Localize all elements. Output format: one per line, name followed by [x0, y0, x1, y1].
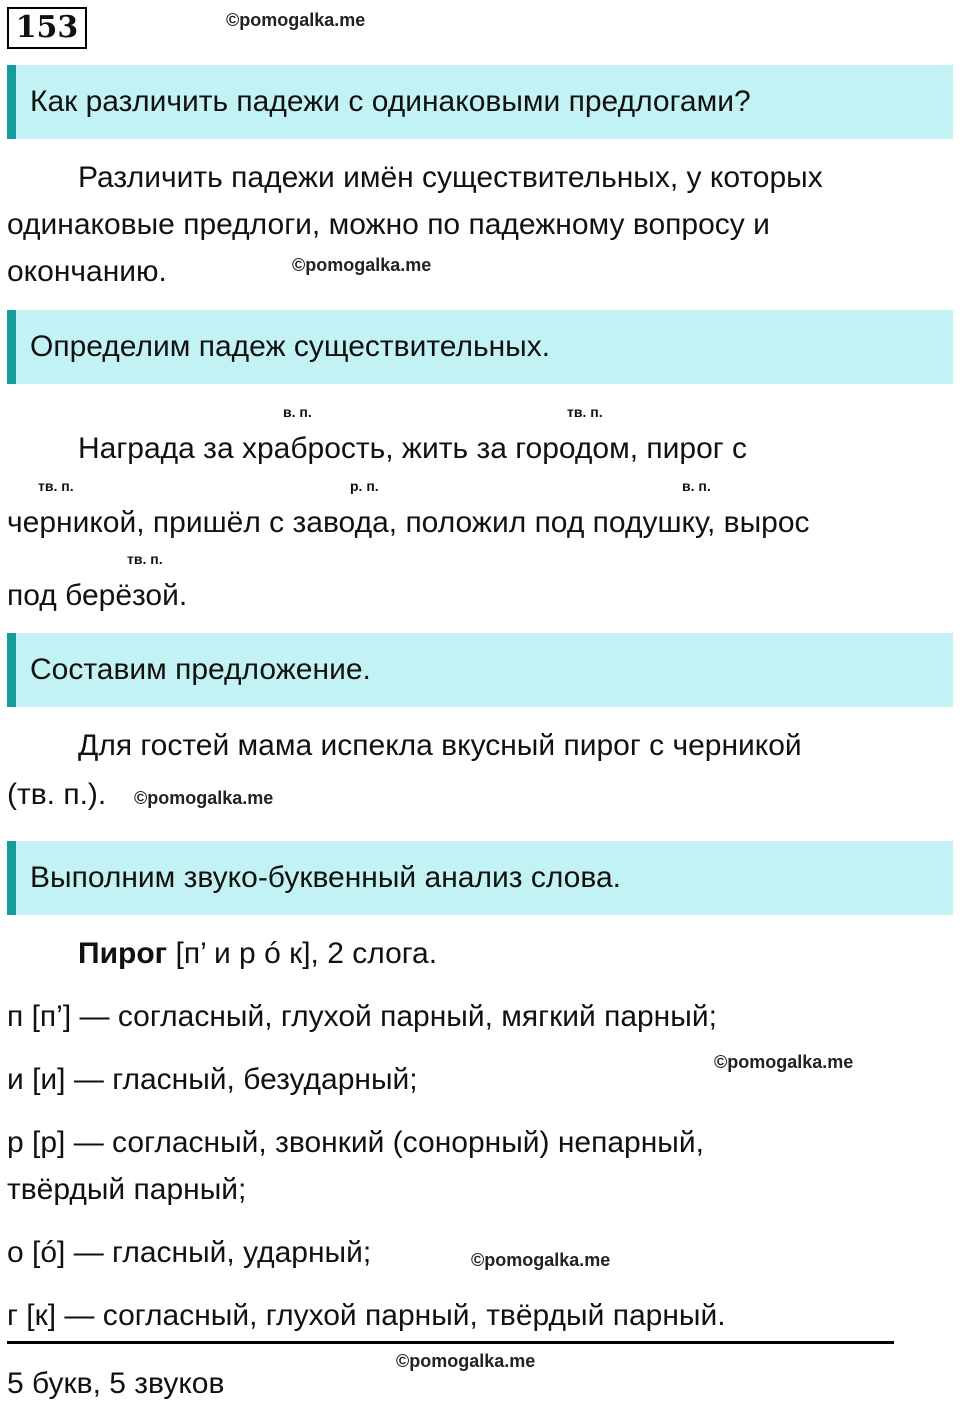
body-line: одинаковые предлоги, можно по падежному вопросу и	[7, 208, 770, 241]
summary: 5 букв, 5 звуков	[7, 1367, 225, 1400]
task-number: 153	[7, 7, 87, 49]
sound-line: п [п’] — согласный, глухой парный, мягкий парный;	[7, 1000, 717, 1033]
example-line: черникой, пришёл с завода, положил под подушку, вырос	[7, 506, 810, 539]
section-heading-2: Определим падеж существительных.	[7, 310, 953, 384]
analyzed-word: Пирог	[78, 937, 168, 970]
example-line: под берёзой.	[7, 579, 188, 612]
watermark: ©pomogalka.me	[226, 10, 366, 30]
sound-line: г [к] — согласный, глухой парный, твёрдый парный.	[7, 1299, 726, 1332]
sound-line: и [и] — гласный, безударный;	[7, 1063, 418, 1096]
section-heading-4: Выполним звуко-буквенный анализ слова.	[7, 841, 953, 915]
case-label: в. п.	[682, 478, 711, 494]
sound-line: р [р] — согласный, звонкий (сонорный) непарный,	[7, 1126, 704, 1159]
case-label: в. п.	[283, 404, 312, 420]
sentence-line: (тв. п.).	[7, 778, 107, 811]
section-heading-3: Составим предложение.	[7, 633, 953, 707]
case-label: тв. п.	[567, 404, 603, 420]
divider	[7, 1341, 894, 1344]
body-line: окончанию.	[7, 255, 167, 288]
transcription: [п’ и р ó к], 2 слога.	[167, 937, 438, 970]
watermark: ©pomogalka.me	[714, 1052, 854, 1072]
sound-line: твёрдый парный;	[7, 1173, 247, 1206]
watermark: ©pomogalka.me	[292, 255, 432, 275]
body-line: Различить падежи имён существительных, у которых	[78, 161, 823, 194]
watermark: ©pomogalka.me	[134, 788, 274, 808]
transcription-line	[78, 936, 437, 972]
watermark: ©pomogalka.me	[396, 1351, 536, 1371]
example-line: Награда за храбрость, жить за городом, пирог с	[78, 432, 748, 465]
case-label: тв. п.	[38, 478, 74, 494]
section-heading-1: Как различить падежи с одинаковыми предлогами?	[7, 65, 953, 139]
case-label: тв. п.	[127, 551, 163, 567]
watermark: ©pomogalka.me	[471, 1250, 611, 1270]
sound-line: о [ó] — гласный, ударный;	[7, 1236, 372, 1269]
case-label: р. п.	[350, 478, 379, 494]
sentence-line: Для гостей мама испекла вкусный пирог с черникой	[78, 729, 802, 762]
